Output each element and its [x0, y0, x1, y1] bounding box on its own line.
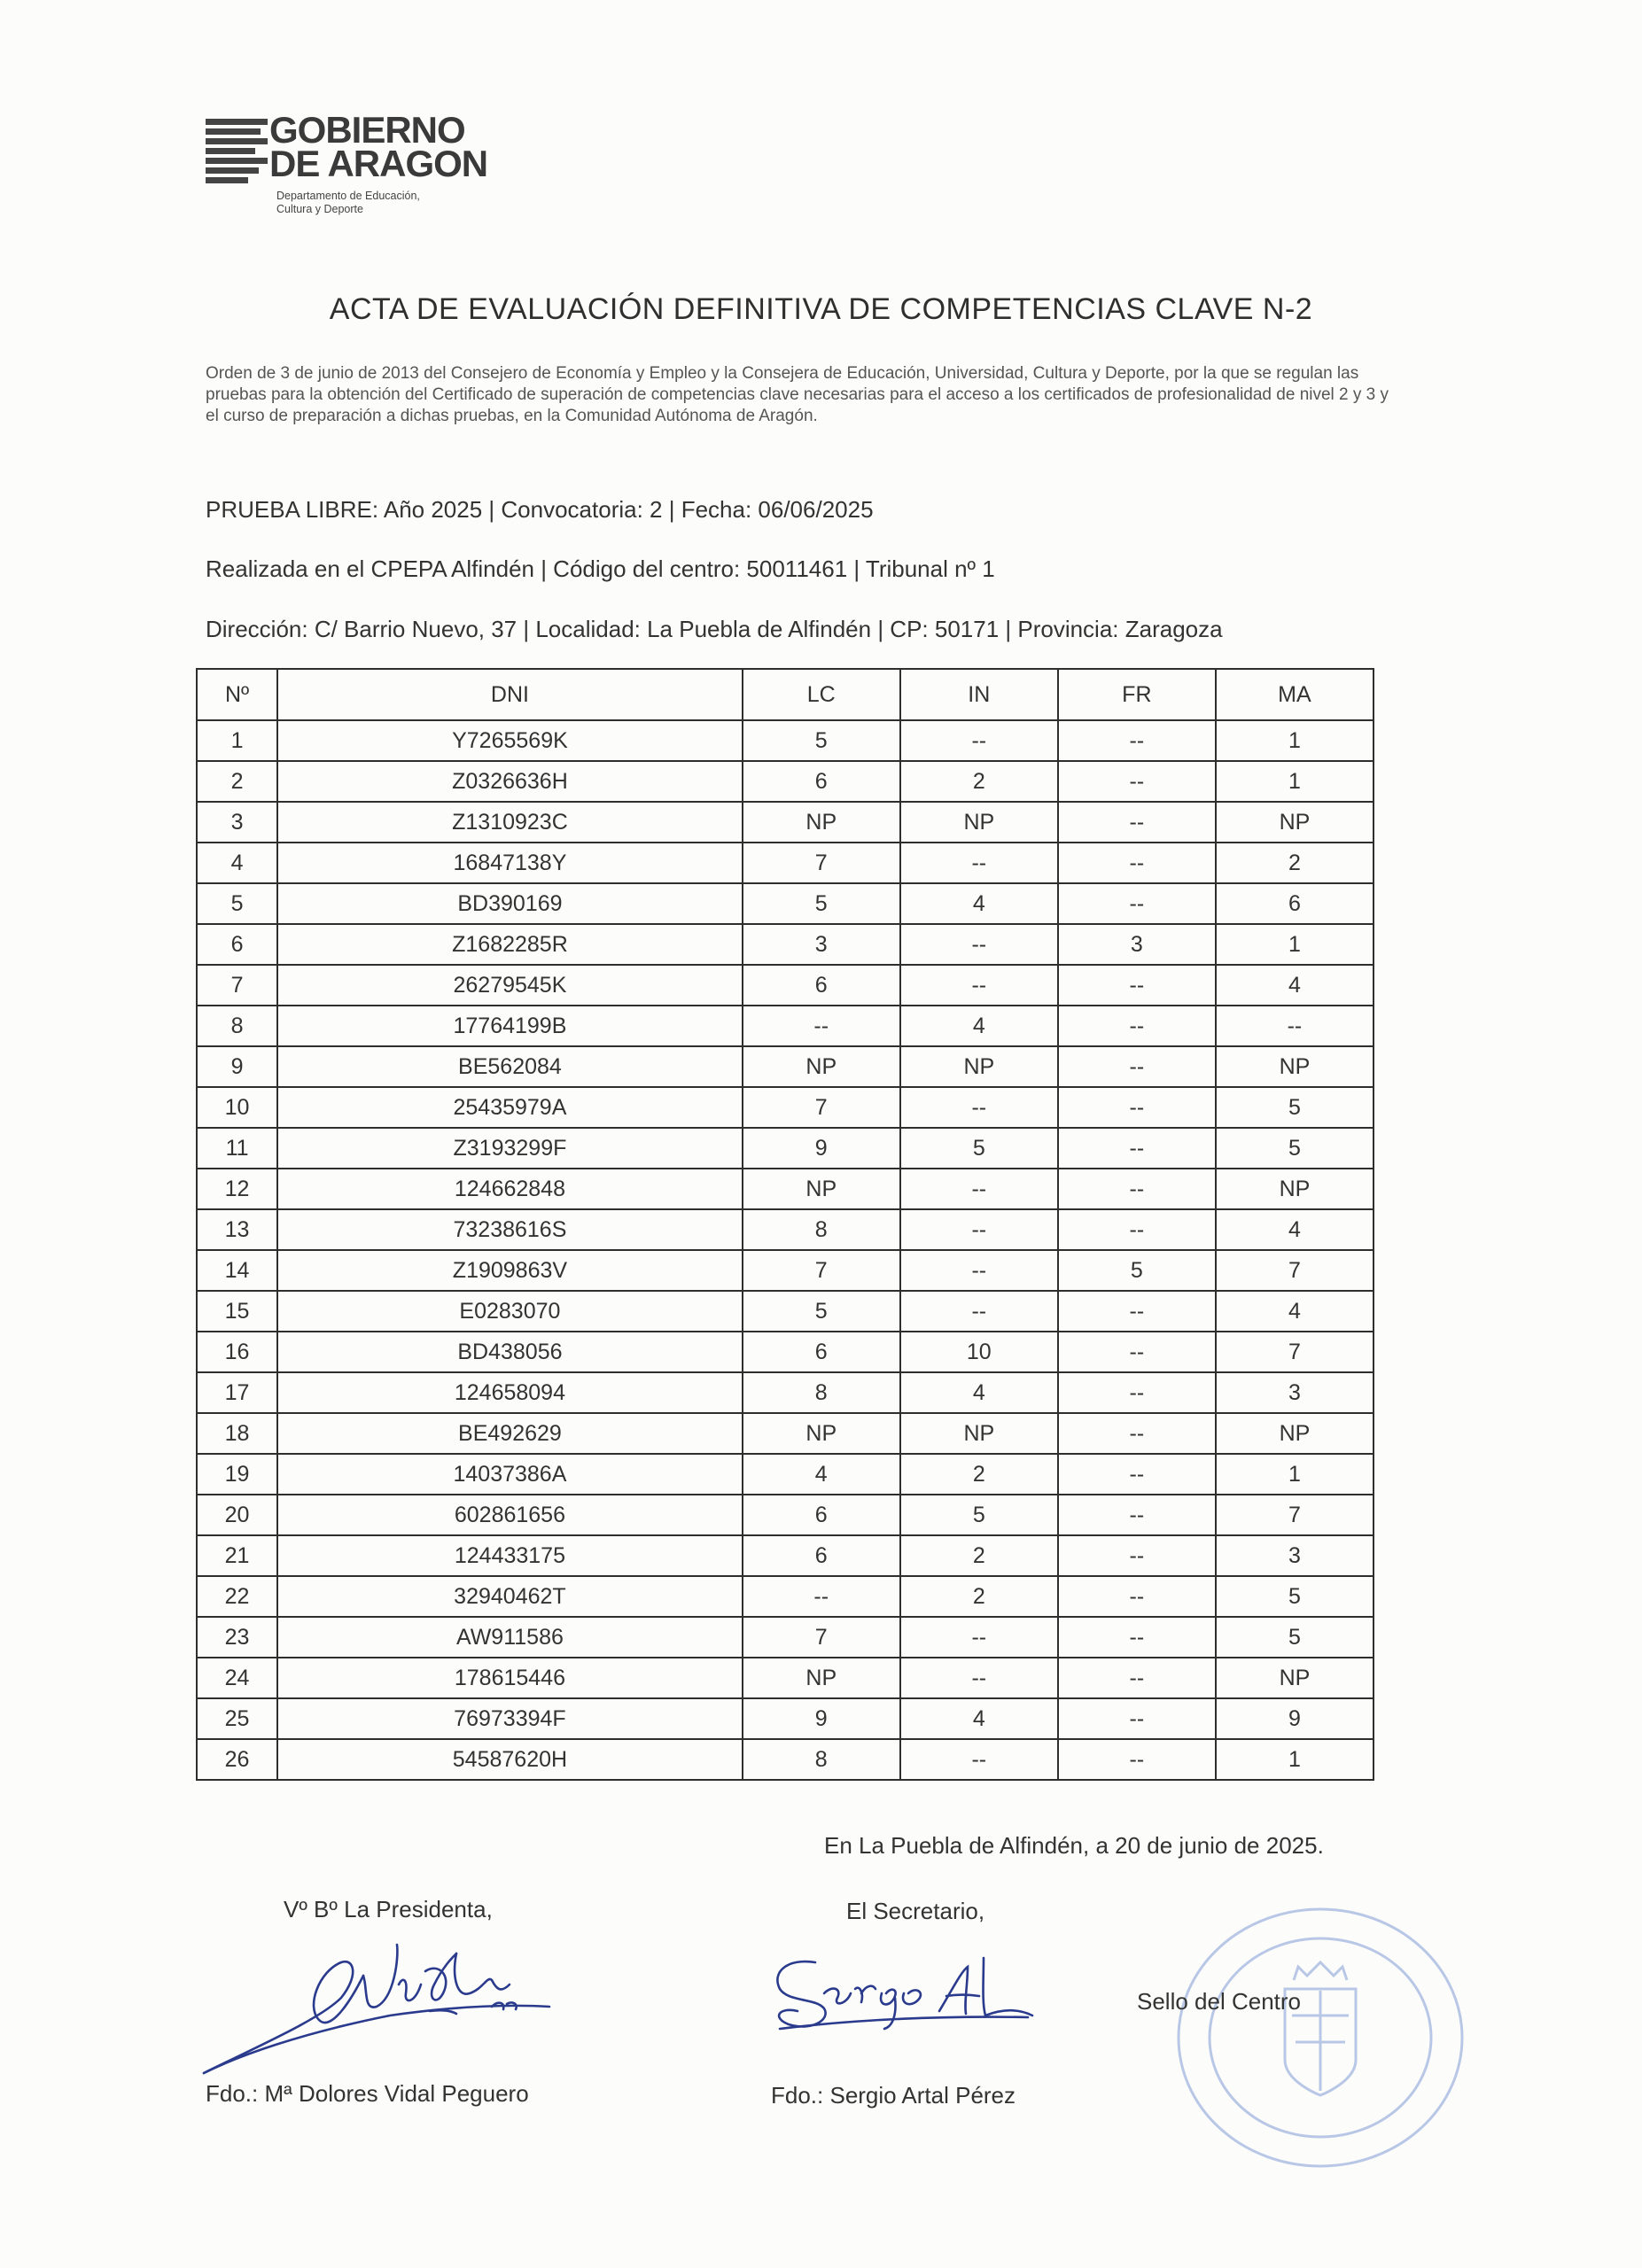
- cell-number: 18: [197, 1413, 277, 1454]
- cell-in: 2: [900, 1576, 1058, 1617]
- cell-fr: --: [1058, 1169, 1216, 1209]
- cell-lc: 6: [743, 1332, 900, 1372]
- cell-lc: 7: [743, 1617, 900, 1658]
- cell-dni: 124662848: [277, 1169, 743, 1209]
- cell-ma: 4: [1216, 1291, 1374, 1332]
- header-number: Nº: [197, 669, 277, 720]
- cell-number: 11: [197, 1128, 277, 1169]
- cell-lc: NP: [743, 1169, 900, 1209]
- table-row: [197, 1291, 1374, 1332]
- table-row: [197, 1495, 1374, 1535]
- secretary-title: El Secretario,: [846, 1898, 985, 1924]
- cell-lc: --: [743, 1576, 900, 1617]
- table-row: [197, 761, 1374, 802]
- cell-lc: 5: [743, 1291, 900, 1332]
- cell-in: 2: [900, 1535, 1058, 1576]
- cell-fr: --: [1058, 1495, 1216, 1535]
- cell-in: 4: [900, 883, 1058, 924]
- center-seal-stamp: [1152, 1891, 1471, 2175]
- place-date: En La Puebla de Alfindén, a 20 de junio de 2025.: [824, 1832, 1324, 1859]
- cell-number: 8: [197, 1006, 277, 1046]
- cell-number: 15: [197, 1291, 277, 1332]
- cell-fr: 5: [1058, 1250, 1216, 1291]
- cell-ma: NP: [1216, 1413, 1374, 1454]
- cell-fr: --: [1058, 1209, 1216, 1250]
- cell-ma: --: [1216, 1006, 1374, 1046]
- cell-number: 25: [197, 1698, 277, 1739]
- cell-dni: 17764199B: [277, 1006, 743, 1046]
- table-row: [197, 1698, 1374, 1739]
- table-row: [197, 1658, 1374, 1698]
- cell-number: 5: [197, 883, 277, 924]
- cell-fr: --: [1058, 1698, 1216, 1739]
- cell-in: 4: [900, 1372, 1058, 1413]
- cell-dni: E0283070: [277, 1291, 743, 1332]
- cell-number: 7: [197, 965, 277, 1006]
- cell-lc: 8: [743, 1372, 900, 1413]
- cell-number: 4: [197, 843, 277, 883]
- cell-dni: Z1682285R: [277, 924, 743, 965]
- cell-in: --: [900, 1291, 1058, 1332]
- cell-in: --: [900, 1739, 1058, 1780]
- table-row: [197, 1535, 1374, 1576]
- cell-fr: --: [1058, 1739, 1216, 1780]
- header-in: IN: [900, 669, 1058, 720]
- cell-in: 5: [900, 1128, 1058, 1169]
- table-row: [197, 1169, 1374, 1209]
- cell-number: 13: [197, 1209, 277, 1250]
- table-row: [197, 924, 1374, 965]
- cell-dni: 124433175: [277, 1535, 743, 1576]
- cell-ma: 9: [1216, 1698, 1374, 1739]
- cell-dni: 16847138Y: [277, 843, 743, 883]
- table-row: [197, 1209, 1374, 1250]
- table-row: [197, 1372, 1374, 1413]
- cell-fr: --: [1058, 1128, 1216, 1169]
- aragon-stripes-icon: [206, 115, 268, 184]
- grades-table: [196, 668, 1374, 1781]
- cell-lc: 5: [743, 883, 900, 924]
- cell-number: 2: [197, 761, 277, 802]
- cell-fr: --: [1058, 1332, 1216, 1372]
- cell-ma: 5: [1216, 1087, 1374, 1128]
- cell-in: --: [900, 1087, 1058, 1128]
- cell-dni: 76973394F: [277, 1698, 743, 1739]
- table-row: [197, 883, 1374, 924]
- cell-lc: 7: [743, 1087, 900, 1128]
- cell-fr: --: [1058, 802, 1216, 843]
- cell-in: NP: [900, 1046, 1058, 1087]
- cell-lc: 6: [743, 1495, 900, 1535]
- header-lc: LC: [743, 669, 900, 720]
- cell-ma: 1: [1216, 720, 1374, 761]
- cell-fr: 3: [1058, 924, 1216, 965]
- header-dni: DNI: [277, 669, 743, 720]
- cell-lc: 8: [743, 1209, 900, 1250]
- cell-in: --: [900, 720, 1058, 761]
- cell-in: --: [900, 843, 1058, 883]
- cell-fr: --: [1058, 1535, 1216, 1576]
- cell-ma: 3: [1216, 1535, 1374, 1576]
- cell-number: 24: [197, 1658, 277, 1698]
- cell-lc: 5: [743, 720, 900, 761]
- table-row: [197, 1250, 1374, 1291]
- cell-ma: 7: [1216, 1250, 1374, 1291]
- cell-fr: --: [1058, 1658, 1216, 1698]
- cell-lc: NP: [743, 1046, 900, 1087]
- cell-fr: --: [1058, 1454, 1216, 1495]
- seal-label: Sello del Centro: [1137, 1988, 1301, 2015]
- table-row: [197, 1739, 1374, 1780]
- table-body: [197, 720, 1374, 1780]
- cell-ma: 3: [1216, 1372, 1374, 1413]
- cell-in: --: [900, 1250, 1058, 1291]
- president-signed-name: Fdo.: Mª Dolores Vidal Peguero: [206, 2080, 529, 2107]
- cell-lc: 8: [743, 1739, 900, 1780]
- cell-number: 19: [197, 1454, 277, 1495]
- gobierno-aragon-logo: [206, 110, 525, 225]
- cell-number: 26: [197, 1739, 277, 1780]
- table-row: [197, 1006, 1374, 1046]
- cell-fr: --: [1058, 883, 1216, 924]
- cell-lc: 6: [743, 965, 900, 1006]
- cell-fr: --: [1058, 965, 1216, 1006]
- cell-ma: 6: [1216, 883, 1374, 924]
- cell-fr: --: [1058, 1087, 1216, 1128]
- cell-number: 12: [197, 1169, 277, 1209]
- table-row: [197, 1128, 1374, 1169]
- cell-ma: 5: [1216, 1617, 1374, 1658]
- cell-ma: 1: [1216, 1739, 1374, 1780]
- cell-number: 17: [197, 1372, 277, 1413]
- cell-ma: 2: [1216, 843, 1374, 883]
- cell-lc: 9: [743, 1698, 900, 1739]
- logo-subtitle-line-2: Cultura y Deporte: [276, 203, 363, 215]
- cell-in: --: [900, 1617, 1058, 1658]
- cell-dni: BE492629: [277, 1413, 743, 1454]
- cell-dni: BD438056: [277, 1332, 743, 1372]
- table-row: [197, 802, 1374, 843]
- table-row: [197, 1332, 1374, 1372]
- cell-dni: 124658094: [277, 1372, 743, 1413]
- cell-ma: 1: [1216, 924, 1374, 965]
- cell-number: 16: [197, 1332, 277, 1372]
- cell-in: 5: [900, 1495, 1058, 1535]
- president-signature-image: [186, 1922, 558, 2082]
- cell-ma: 4: [1216, 1209, 1374, 1250]
- cell-in: 4: [900, 1698, 1058, 1739]
- cell-in: --: [900, 1169, 1058, 1209]
- table-row: [197, 965, 1374, 1006]
- cell-lc: 7: [743, 843, 900, 883]
- cell-dni: Y7265569K: [277, 720, 743, 761]
- table-row: [197, 1454, 1374, 1495]
- cell-number: 21: [197, 1535, 277, 1576]
- cell-fr: --: [1058, 1046, 1216, 1087]
- cell-ma: NP: [1216, 1169, 1374, 1209]
- cell-lc: NP: [743, 802, 900, 843]
- cell-in: --: [900, 924, 1058, 965]
- cell-in: NP: [900, 802, 1058, 843]
- logo-subtitle-line-1: Departamento de Educación,: [276, 190, 420, 202]
- cell-in: --: [900, 1658, 1058, 1698]
- cell-lc: 6: [743, 1535, 900, 1576]
- cell-lc: 7: [743, 1250, 900, 1291]
- cell-dni: Z0326636H: [277, 761, 743, 802]
- table-row: [197, 720, 1374, 761]
- address-info-line: Dirección: C/ Barrio Nuevo, 37 | Localidad: La Puebla de Alfindén | CP: 50171 | Provincia: Zaragoza: [206, 616, 1223, 642]
- cell-dni: BE562084: [277, 1046, 743, 1087]
- cell-lc: 3: [743, 924, 900, 965]
- cell-in: 2: [900, 1454, 1058, 1495]
- cell-in: 2: [900, 761, 1058, 802]
- center-info-line: Realizada en el CPEPA Alfindén | Código del centro: 50011461 | Tribunal nº 1: [206, 555, 995, 582]
- logo-line-2: DE ARAGON: [269, 143, 488, 184]
- document-title: ACTA DE EVALUACIÓN DEFINITIVA DE COMPETENCIAS CLAVE N-2: [329, 292, 1313, 326]
- cell-fr: --: [1058, 843, 1216, 883]
- cell-in: 4: [900, 1006, 1058, 1046]
- cell-ma: 4: [1216, 965, 1374, 1006]
- cell-lc: 6: [743, 761, 900, 802]
- cell-dni: 26279545K: [277, 965, 743, 1006]
- cell-ma: NP: [1216, 1046, 1374, 1087]
- cell-number: 3: [197, 802, 277, 843]
- cell-ma: NP: [1216, 1658, 1374, 1698]
- cell-dni: AW911586: [277, 1617, 743, 1658]
- cell-in: NP: [900, 1413, 1058, 1454]
- cell-dni: Z1909863V: [277, 1250, 743, 1291]
- cell-lc: 4: [743, 1454, 900, 1495]
- table-row: [197, 1413, 1374, 1454]
- logo-subtitle: [276, 190, 420, 216]
- cell-fr: --: [1058, 1006, 1216, 1046]
- cell-number: 20: [197, 1495, 277, 1535]
- table-header-row: [197, 669, 1374, 720]
- secretary-signature-image: [762, 1945, 1046, 2042]
- cell-fr: --: [1058, 1576, 1216, 1617]
- cell-dni: 32940462T: [277, 1576, 743, 1617]
- cell-in: 10: [900, 1332, 1058, 1372]
- table-row: [197, 843, 1374, 883]
- table-row: [197, 1576, 1374, 1617]
- cell-number: 1: [197, 720, 277, 761]
- cell-number: 6: [197, 924, 277, 965]
- cell-lc: 9: [743, 1128, 900, 1169]
- exam-info-line: PRUEBA LIBRE: Año 2025 | Convocatoria: 2 | Fecha: 06/06/2025: [206, 496, 874, 523]
- header-fr: FR: [1058, 669, 1216, 720]
- cell-ma: NP: [1216, 802, 1374, 843]
- cell-dni: 14037386A: [277, 1454, 743, 1495]
- cell-ma: 7: [1216, 1495, 1374, 1535]
- cell-number: 23: [197, 1617, 277, 1658]
- cell-fr: --: [1058, 1291, 1216, 1332]
- cell-dni: 178615446: [277, 1658, 743, 1698]
- cell-dni: 602861656: [277, 1495, 743, 1535]
- cell-ma: 1: [1216, 761, 1374, 802]
- cell-dni: Z1310923C: [277, 802, 743, 843]
- cell-fr: --: [1058, 761, 1216, 802]
- cell-dni: 25435979A: [277, 1087, 743, 1128]
- header-ma: MA: [1216, 669, 1374, 720]
- secretary-signed-name: Fdo.: Sergio Artal Pérez: [771, 2082, 1016, 2109]
- cell-number: 22: [197, 1576, 277, 1617]
- cell-fr: --: [1058, 1372, 1216, 1413]
- order-paragraph: Orden de 3 de junio de 2013 del Consejero de Economía y Empleo y la Consejera de Educación, Universidad, Cultura y Deporte, por la que se regulan las pruebas para la obtención del Certificado de superación de competencias clave necesarias para el acceso a los certificados de profesionalidad de nivel 2 y 3 y el curso de preparación a dichas pruebas, en la Comunidad Autónoma de Aragón.: [206, 364, 1389, 425]
- cell-in: --: [900, 1209, 1058, 1250]
- logo-line-1: GOBIERNO: [269, 109, 465, 151]
- cell-fr: --: [1058, 1617, 1216, 1658]
- cell-dni: 54587620H: [277, 1739, 743, 1780]
- president-title: Vº Bº La Presidenta,: [284, 1896, 493, 1922]
- cell-lc: NP: [743, 1413, 900, 1454]
- cell-dni: Z3193299F: [277, 1128, 743, 1169]
- cell-in: --: [900, 965, 1058, 1006]
- cell-dni: BD390169: [277, 883, 743, 924]
- cell-ma: 7: [1216, 1332, 1374, 1372]
- cell-fr: --: [1058, 720, 1216, 761]
- cell-ma: 5: [1216, 1576, 1374, 1617]
- cell-number: 9: [197, 1046, 277, 1087]
- cell-lc: --: [743, 1006, 900, 1046]
- cell-number: 10: [197, 1087, 277, 1128]
- table-row: [197, 1046, 1374, 1087]
- cell-ma: 1: [1216, 1454, 1374, 1495]
- table-row: [197, 1617, 1374, 1658]
- cell-ma: 5: [1216, 1128, 1374, 1169]
- cell-lc: NP: [743, 1658, 900, 1698]
- cell-dni: 73238616S: [277, 1209, 743, 1250]
- cell-fr: --: [1058, 1413, 1216, 1454]
- cell-number: 14: [197, 1250, 277, 1291]
- table-row: [197, 1087, 1374, 1128]
